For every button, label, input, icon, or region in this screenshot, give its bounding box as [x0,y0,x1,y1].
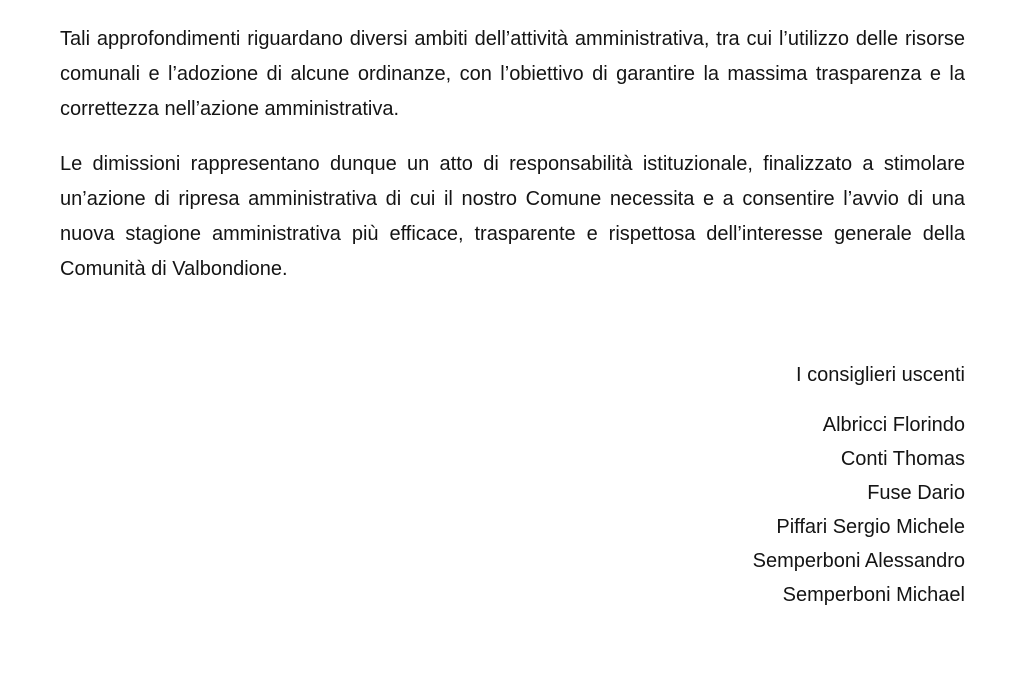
signatory-name: Fuse Dario [867,482,965,504]
signatory-name: Semperboni Michael [782,584,965,606]
signatory-name: Piffari Sergio Michele [776,516,965,538]
signatory-name: Conti Thomas [840,448,965,470]
signatory-name: Albricci Florindo [822,414,965,436]
signatory-name: Semperboni Alessandro [752,550,965,572]
paragraph-inquiries: Tali approfondimenti riguardano diversi ambiti dell’attività amministrativa, tra cui l’utilizzo delle risorse comunali e l’adozione di alcune ordinanze, con l’obiettivo di garantire la massima trasparenza e la correttezza nell’azione amministrativa. [60,28,965,120]
signature-block [753,358,965,612]
signature-label: I consiglieri uscenti [796,364,965,386]
document-body [60,22,965,287]
paragraph-resignation: Le dimissioni rappresentano dunque un atto di responsabilità istituzionale, finalizzato a stimolare un’azione di ripresa amministrativa di cui il nostro Comune necessita e a consentire l’avvio di una nuova stagione amministrativa più efficace, trasparente e rispettosa dell’interesse generale della Comunità di Valbondione. [60,153,965,280]
signatories-list [753,408,965,612]
